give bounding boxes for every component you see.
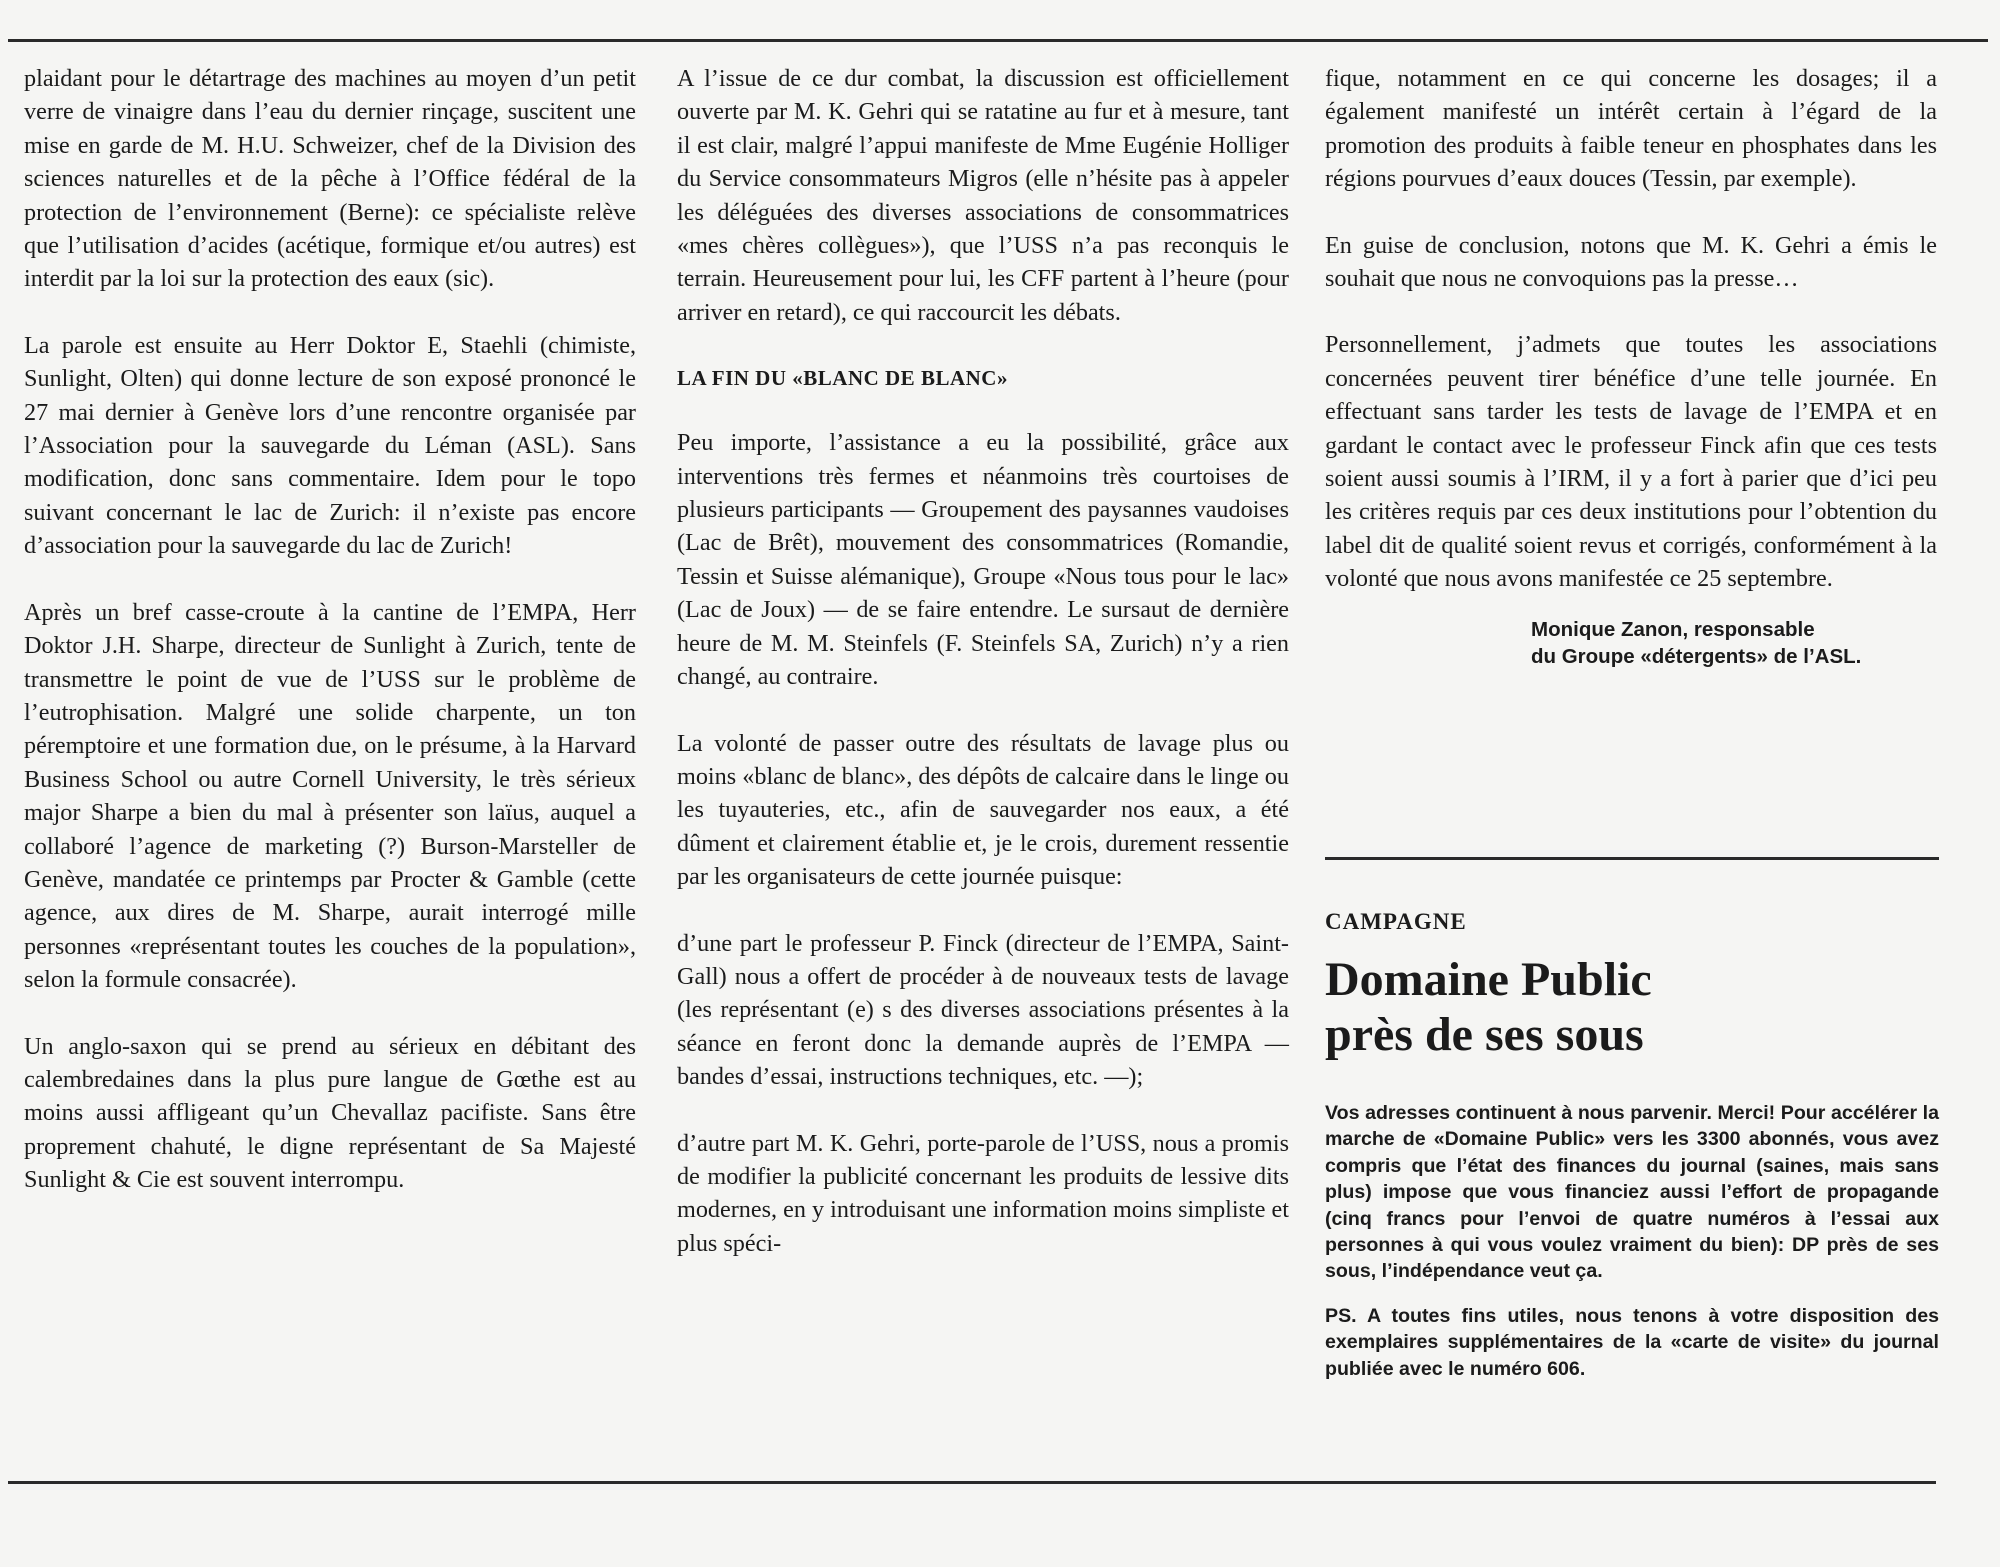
author-signature (1531, 616, 1941, 670)
section-heading: LA FIN DU «BLANC DE BLANC» (677, 366, 1008, 391)
headline-line: près de ses sous (1325, 1008, 1644, 1061)
paragraph: La parole est ensuite au Herr Doktor E, Staehli (chimiste, Sunlight, Olten) qui donne lecture de son exposé prononcé le 27 mai dernier à Genève lors d’une rencontre organisée par l’Association pour la sauvegarde du Léman (ASL). Sans modification, donc sans commentaire. Idem pour le topo suivant concernant le lac de Zurich: il n’existe pas encore d’association pour la sauvegarde du lac de Zurich! (24, 331, 636, 560)
bottom-rule (8, 1481, 1936, 1484)
paragraph: d’autre part M. K. Gehri, porte-parole de l’USS, nous a promis de modifier la publicité concernant les produits de lessive dits modernes, en y introduisant une information moins simpliste et plus spéci- (677, 1129, 1289, 1257)
campaign-paragraph: Vos adresses continuent à nous parvenir. Merci! Pour accélérer la marche de «Domaine Public» vers les 3300 abonnés, vous avez compris que l’état des finances du journal (saines, mais sans plus) impose que vous financiez aussi l’effort de propagande (cinq francs pour l’envoi de quatre numéros à l’essai aux personnes à qui vous voulez vraiment du bien): DP près de ses sous, l’indépendance veut ça. (1325, 1102, 1939, 1283)
paragraph: d’une part le professeur P. Finck (directeur de l’EMPA, Saint-Gall) nous a offert de procéder à de nouveaux tests de lavage (les représentant (e) s des diverses associations présentes à la séance en feront donc la demande auprès de l’EMPA — bandes d’essai, instructions techniques, etc. —); (677, 929, 1289, 1091)
campaign-box (1325, 907, 1939, 1400)
paragraph: A l’issue de ce dur combat, la discussion est officiellement ouverte par M. K. Gehri qui se ratatine au fur et à mesure, tant il est clair, malgré l’appui manifeste de Mme Eugénie Holliger du Service consommateurs Migros (elle n’hésite pas à appeler les déléguées des diverses associations de consommatrices «mes chères collègues»), que l’USS n’a pas reconquis le terrain. Heureusement pour lui, les CFF partent à l’heure (pour arriver en retard), ce qui raccourcit les débats. (677, 65, 1289, 326)
paragraph: Peu importe, l’assistance a eu la possibilité, grâce aux interventions très fermes et néanmoins très courtoises de plusieurs participants — Groupement des paysannes vaudoises (Lac de Brêt), mouvement des consommatrices (Romandie, Tessin et Suisse alémanique), Groupe «Nous tous pour le lac» (Lac de Joux) — de se faire entendre. Le sursaut de dernière heure de M. M. Steinfels (F. Steinfels SA, Zurich) n’y a rien changé, au contraire. (677, 429, 1289, 691)
article-column-3 (1325, 62, 1937, 670)
headline-line: Domaine Public (1325, 953, 1652, 1006)
paragraph: Personnellement, j’admets que toutes les associations concernées peuvent tirer bénéfice d’une telle journée. En effectuant sans tarder les tests de lavage de l’EMPA et en gardant le contact avec le professeur Finck afin que ces tests soient aussi soumis à l’IRM, il y a fort à parier que d’ici peu les critères requis par ces deux institutions pour l’obtention du label dit de qualité soient revus et corrigés, conformément à la volonté que nous avons manifestée ce 25 septembre. (1325, 331, 1937, 593)
signature-line: Monique Zanon, responsable (1531, 617, 1815, 641)
paragraph: Un anglo-saxon qui se prend au sérieux en débitant des calembredaines dans la plus pure langue de Gœthe est au moins aussi affligeant qu’un Chevallaz pacifiste. Sans être proprement chahuté, le digne représentant de Sa Majesté Sunlight & Cie est souvent interrompu. (24, 1032, 636, 1194)
campaign-text (1325, 1100, 1939, 1382)
section-divider (1325, 857, 1939, 860)
article-column-1 (24, 62, 636, 1197)
paragraph: En guise de conclusion, notons que M. K. Gehri a émis le souhait que nous ne convoquions pas la presse… (1325, 231, 1937, 293)
campaign-paragraph: PS. A toutes fins utiles, nous tenons à votre disposition des exemplaires supplémentaires de la «carte de visite» du journal publiée avec le numéro 606. (1325, 1304, 1939, 1380)
article-column-2 (677, 62, 1289, 1260)
paragraph: plaidant pour le détartrage des machines au moyen d’un petit verre de vinaigre dans l’eau du dernier rinçage, suscitent une mise en garde de M. H.U. Schweizer, chef de la Division des sciences naturelles et de la pêche à l’Office fédéral de la protection de l’environnement (Berne): ce spécialiste relève que l’utilisation d’acides (acétique, formique et/ou autres) est interdit par la loi sur la protection des eaux (sic). (24, 65, 636, 293)
signature-line: du Groupe «détergents» de l’ASL. (1531, 644, 1862, 668)
paragraph: La volonté de passer outre des résultats de lavage plus ou moins «blanc de blanc», des dépôts de calcaire dans le linge ou les tuyauteries, etc., afin de sauvegarder nos eaux, a été dûment et clairement établie et, je le crois, durement ressentie par les organisateurs de cette journée puisque: (677, 729, 1289, 891)
campaign-headline (1325, 952, 1939, 1062)
paragraph: Après un bref casse-croute à la cantine de l’EMPA, Herr Doktor J.H. Sharpe, directeur de Sunlight à Zurich, tente de transmettre le point de vue de l’USS sur le problème de l’eutrophisation. Malgré une solide charpente, un ton péremptoire et une formation due, on le présume, à la Harvard Business School ou autre Cornell University, le très sérieux major Sharpe a bien du mal à présenter son laïus, auquel a collaboré l’agence de marketing (?) Burson-Marsteller de Genève, mandatée ce printemps par Procter & Gamble (cette agence, aux dires de M. Sharpe, aurait interrogé mille personnes «représentant toutes les couches de la population», selon la formule consacrée). (24, 598, 636, 994)
paragraph: fique, notamment en ce qui concerne les dosages; il a également manifesté un intérêt certain à l’égard de la promotion des produits à faible teneur en phosphates dans les régions pourvues d’eaux douces (Tessin, par exemple). (1325, 65, 1937, 193)
campaign-kicker: CAMPAGNE (1325, 909, 1467, 934)
top-rule (8, 39, 1988, 42)
